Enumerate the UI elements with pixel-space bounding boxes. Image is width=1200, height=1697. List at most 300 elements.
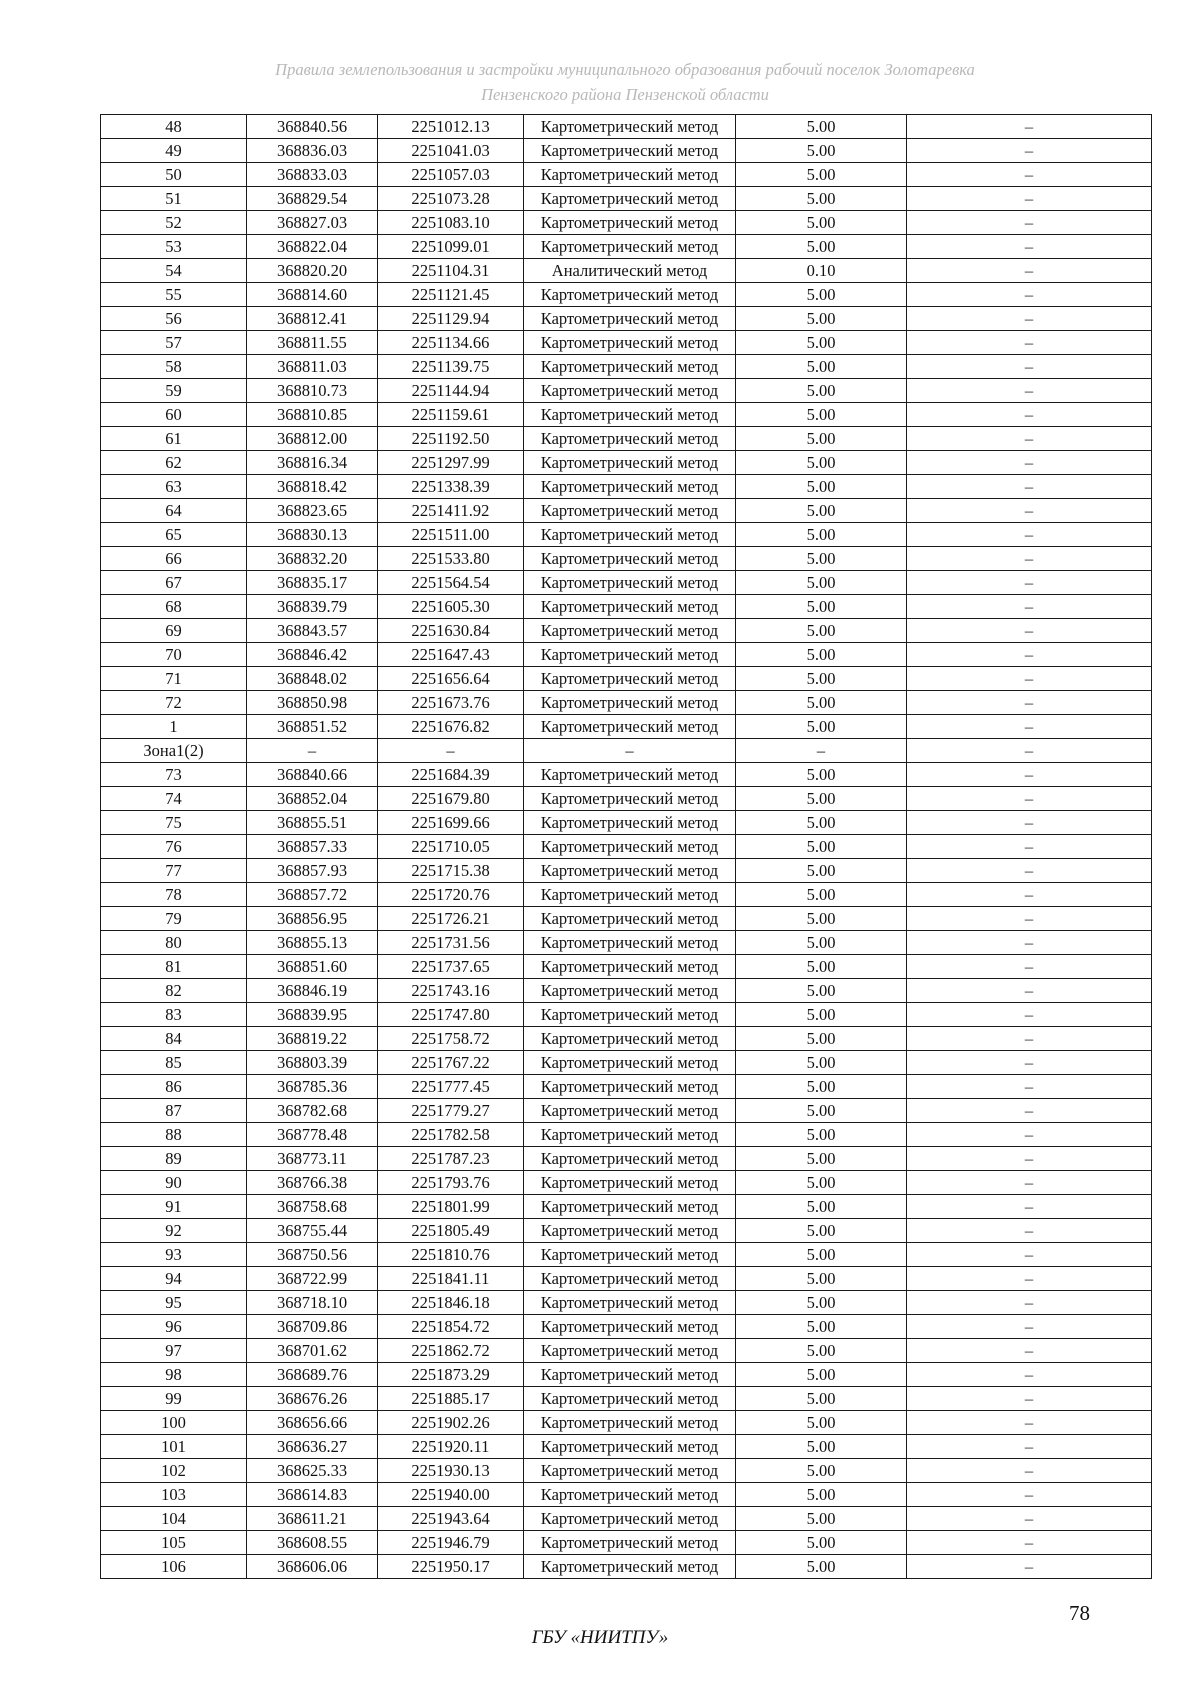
table-row <box>101 571 1152 595</box>
method-cell: Картометрический метод <box>524 955 736 979</box>
x-coordinate-cell: 368839.79 <box>247 595 378 619</box>
note-cell: – <box>907 1531 1152 1555</box>
point-number-cell: 89 <box>101 1147 247 1171</box>
x-coordinate-cell: 368832.20 <box>247 547 378 571</box>
x-coordinate-cell: 368750.56 <box>247 1243 378 1267</box>
note-cell: – <box>907 355 1152 379</box>
point-number-cell: 79 <box>101 907 247 931</box>
table-row <box>101 859 1152 883</box>
accuracy-cell: 5.00 <box>736 1267 907 1291</box>
accuracy-cell: 5.00 <box>736 1483 907 1507</box>
note-cell: – <box>907 1315 1152 1339</box>
method-cell: Картометрический метод <box>524 619 736 643</box>
method-cell: Картометрический метод <box>524 1459 736 1483</box>
accuracy-cell: 5.00 <box>736 1435 907 1459</box>
point-number-cell: 94 <box>101 1267 247 1291</box>
point-number-cell: 73 <box>101 763 247 787</box>
x-coordinate-cell: 368810.73 <box>247 379 378 403</box>
y-coordinate-cell: 2251743.16 <box>378 979 524 1003</box>
note-cell: – <box>907 283 1152 307</box>
y-coordinate-cell: 2251630.84 <box>378 619 524 643</box>
x-coordinate-cell: 368829.54 <box>247 187 378 211</box>
method-cell: Картометрический метод <box>524 1219 736 1243</box>
note-cell: – <box>907 499 1152 523</box>
y-coordinate-cell: 2251192.50 <box>378 427 524 451</box>
x-coordinate-cell: 368855.51 <box>247 811 378 835</box>
accuracy-cell: 5.00 <box>736 1027 907 1051</box>
note-cell: – <box>907 1099 1152 1123</box>
accuracy-cell: 5.00 <box>736 451 907 475</box>
method-cell: Картометрический метод <box>524 643 736 667</box>
table-row <box>101 1267 1152 1291</box>
point-number-cell: 63 <box>101 475 247 499</box>
y-coordinate-cell: 2251134.66 <box>378 331 524 355</box>
table-row <box>101 403 1152 427</box>
point-number-cell: 52 <box>101 211 247 235</box>
y-coordinate-cell: 2251121.45 <box>378 283 524 307</box>
y-coordinate-cell: 2251041.03 <box>378 139 524 163</box>
x-coordinate-cell: 368811.55 <box>247 331 378 355</box>
table-row <box>101 1363 1152 1387</box>
note-cell: – <box>907 667 1152 691</box>
table-row <box>101 1171 1152 1195</box>
point-number-cell: 70 <box>101 643 247 667</box>
note-cell: – <box>907 691 1152 715</box>
accuracy-cell: 5.00 <box>736 787 907 811</box>
x-coordinate-cell: 368785.36 <box>247 1075 378 1099</box>
x-coordinate-cell: 368822.04 <box>247 235 378 259</box>
method-cell: Картометрический метод <box>524 1147 736 1171</box>
y-coordinate-cell: 2251777.45 <box>378 1075 524 1099</box>
y-coordinate-cell: 2251710.05 <box>378 835 524 859</box>
accuracy-cell: 5.00 <box>736 1507 907 1531</box>
accuracy-cell: 5.00 <box>736 475 907 499</box>
accuracy-cell: 5.00 <box>736 931 907 955</box>
note-cell: – <box>907 475 1152 499</box>
y-coordinate-cell: 2251676.82 <box>378 715 524 739</box>
note-cell: – <box>907 1339 1152 1363</box>
method-cell: Картометрический метод <box>524 859 736 883</box>
accuracy-cell: 5.00 <box>736 1411 907 1435</box>
table-row <box>101 667 1152 691</box>
accuracy-cell: 5.00 <box>736 859 907 883</box>
accuracy-cell: 5.00 <box>736 1099 907 1123</box>
x-coordinate-cell: 368855.13 <box>247 931 378 955</box>
x-coordinate-cell: 368625.33 <box>247 1459 378 1483</box>
y-coordinate-cell: 2251726.21 <box>378 907 524 931</box>
x-coordinate-cell: 368782.68 <box>247 1099 378 1123</box>
table-row <box>101 1195 1152 1219</box>
x-coordinate-cell: 368833.03 <box>247 163 378 187</box>
note-cell: – <box>907 523 1152 547</box>
note-cell: – <box>907 1219 1152 1243</box>
table-row <box>101 955 1152 979</box>
x-coordinate-cell: 368857.93 <box>247 859 378 883</box>
y-coordinate-cell: 2251787.23 <box>378 1147 524 1171</box>
accuracy-cell: 5.00 <box>736 115 907 139</box>
note-cell: – <box>907 451 1152 475</box>
y-coordinate-cell: 2251684.39 <box>378 763 524 787</box>
table-row <box>101 499 1152 523</box>
y-coordinate-cell: 2251731.56 <box>378 931 524 955</box>
y-coordinate-cell: 2251747.80 <box>378 1003 524 1027</box>
note-cell: – <box>907 907 1152 931</box>
point-number-cell: 49 <box>101 139 247 163</box>
y-coordinate-cell: 2251885.17 <box>378 1387 524 1411</box>
table-row <box>101 979 1152 1003</box>
note-cell: – <box>907 235 1152 259</box>
point-number-cell: 86 <box>101 1075 247 1099</box>
table-row <box>101 1411 1152 1435</box>
note-cell: – <box>907 811 1152 835</box>
table-row <box>101 307 1152 331</box>
point-number-cell: 93 <box>101 1243 247 1267</box>
note-cell: – <box>907 595 1152 619</box>
y-coordinate-cell: 2251159.61 <box>378 403 524 427</box>
y-coordinate-cell: 2251057.03 <box>378 163 524 187</box>
accuracy-cell: 5.00 <box>736 619 907 643</box>
x-coordinate-cell: 368856.95 <box>247 907 378 931</box>
method-cell: Картометрический метод <box>524 1387 736 1411</box>
point-number-cell: 69 <box>101 619 247 643</box>
accuracy-cell: 5.00 <box>736 307 907 331</box>
accuracy-cell: 5.00 <box>736 1339 907 1363</box>
x-coordinate-cell: 368608.55 <box>247 1531 378 1555</box>
y-coordinate-cell: 2251779.27 <box>378 1099 524 1123</box>
x-coordinate-cell: 368816.34 <box>247 451 378 475</box>
accuracy-cell: 5.00 <box>736 499 907 523</box>
accuracy-cell: 5.00 <box>736 667 907 691</box>
point-number-cell: 91 <box>101 1195 247 1219</box>
table-row <box>101 259 1152 283</box>
x-coordinate-cell: 368823.65 <box>247 499 378 523</box>
note-cell: – <box>907 1483 1152 1507</box>
y-coordinate-cell: 2251679.80 <box>378 787 524 811</box>
point-number-cell: 102 <box>101 1459 247 1483</box>
method-cell: Картометрический метод <box>524 1075 736 1099</box>
table-row <box>101 1387 1152 1411</box>
accuracy-cell: 5.00 <box>736 1291 907 1315</box>
point-number-cell: 98 <box>101 1363 247 1387</box>
method-cell: Картометрический метод <box>524 763 736 787</box>
point-number-cell: 84 <box>101 1027 247 1051</box>
table-row <box>101 523 1152 547</box>
y-coordinate-cell: 2251083.10 <box>378 211 524 235</box>
y-coordinate-cell: 2251801.99 <box>378 1195 524 1219</box>
y-coordinate-cell: 2251139.75 <box>378 355 524 379</box>
method-cell: Картометрический метод <box>524 1123 736 1147</box>
accuracy-cell: 5.00 <box>736 139 907 163</box>
method-cell: Картометрический метод <box>524 1027 736 1051</box>
table-row <box>101 739 1152 763</box>
method-cell: Картометрический метод <box>524 835 736 859</box>
y-coordinate-cell: 2251104.31 <box>378 259 524 283</box>
x-coordinate-cell: 368810.85 <box>247 403 378 427</box>
x-coordinate-cell: 368846.19 <box>247 979 378 1003</box>
y-coordinate-cell: 2251073.28 <box>378 187 524 211</box>
method-cell: Картометрический метод <box>524 1411 736 1435</box>
accuracy-cell: 5.00 <box>736 979 907 1003</box>
table-row <box>101 1219 1152 1243</box>
method-cell: Картометрический метод <box>524 715 736 739</box>
method-cell: Картометрический метод <box>524 283 736 307</box>
point-number-cell: 55 <box>101 283 247 307</box>
note-cell: – <box>907 571 1152 595</box>
y-coordinate-cell: 2251533.80 <box>378 547 524 571</box>
method-cell: Картометрический метод <box>524 1243 736 1267</box>
table-row <box>101 931 1152 955</box>
note-cell: – <box>907 547 1152 571</box>
note-cell: – <box>907 259 1152 283</box>
method-cell: Картометрический метод <box>524 1291 736 1315</box>
table-row <box>101 1099 1152 1123</box>
method-cell: Картометрический метод <box>524 907 736 931</box>
method-cell: Картометрический метод <box>524 139 736 163</box>
y-coordinate-cell: 2251810.76 <box>378 1243 524 1267</box>
method-cell: Картометрический метод <box>524 979 736 1003</box>
y-coordinate-cell: 2251099.01 <box>378 235 524 259</box>
note-cell: – <box>907 1051 1152 1075</box>
x-coordinate-cell: 368812.41 <box>247 307 378 331</box>
point-number-cell: 68 <box>101 595 247 619</box>
point-number-cell: 56 <box>101 307 247 331</box>
method-cell: Картометрический метод <box>524 427 736 451</box>
method-cell: Картометрический метод <box>524 331 736 355</box>
table-row <box>101 139 1152 163</box>
x-coordinate-cell: 368606.06 <box>247 1555 378 1579</box>
note-cell: – <box>907 835 1152 859</box>
point-number-cell: 50 <box>101 163 247 187</box>
note-cell: – <box>907 1123 1152 1147</box>
accuracy-cell: 5.00 <box>736 1123 907 1147</box>
table-row <box>101 1243 1152 1267</box>
method-cell: Картометрический метод <box>524 115 736 139</box>
table-row <box>101 235 1152 259</box>
method-cell: Картометрический метод <box>524 811 736 835</box>
accuracy-cell: 5.00 <box>736 1075 907 1099</box>
method-cell: Картометрический метод <box>524 499 736 523</box>
method-cell: Аналитический метод <box>524 259 736 283</box>
page-number: 78 <box>1069 1601 1090 1625</box>
y-coordinate-cell: 2251902.26 <box>378 1411 524 1435</box>
point-number-cell: 105 <box>101 1531 247 1555</box>
point-number-cell: 54 <box>101 259 247 283</box>
method-cell: Картометрический метод <box>524 667 736 691</box>
point-number-cell: 87 <box>101 1099 247 1123</box>
table-row <box>101 1075 1152 1099</box>
table-row <box>101 1291 1152 1315</box>
point-number-cell: 1 <box>101 715 247 739</box>
point-number-cell: 60 <box>101 403 247 427</box>
x-coordinate-cell: 368846.42 <box>247 643 378 667</box>
note-cell: – <box>907 787 1152 811</box>
accuracy-cell: 5.00 <box>736 883 907 907</box>
point-number-cell: 66 <box>101 547 247 571</box>
accuracy-cell: 5.00 <box>736 283 907 307</box>
table-row <box>101 1027 1152 1051</box>
point-number-cell: 78 <box>101 883 247 907</box>
y-coordinate-cell: 2251846.18 <box>378 1291 524 1315</box>
x-coordinate-cell: 368840.56 <box>247 115 378 139</box>
accuracy-cell: 5.00 <box>736 571 907 595</box>
x-coordinate-cell: 368835.17 <box>247 571 378 595</box>
method-cell: Картометрический метод <box>524 595 736 619</box>
accuracy-cell: 5.00 <box>736 427 907 451</box>
note-cell: – <box>907 1363 1152 1387</box>
running-header <box>100 57 1150 107</box>
note-cell: – <box>907 859 1152 883</box>
x-coordinate-cell: 368818.42 <box>247 475 378 499</box>
y-coordinate-cell: 2251129.94 <box>378 307 524 331</box>
x-coordinate-cell: 368843.57 <box>247 619 378 643</box>
x-coordinate-cell: 368778.48 <box>247 1123 378 1147</box>
x-coordinate-cell: 368857.33 <box>247 835 378 859</box>
y-coordinate-cell: 2251647.43 <box>378 643 524 667</box>
footer-organization: ГБУ «НИИТПУ» <box>531 1627 669 1648</box>
method-cell: Картометрический метод <box>524 787 736 811</box>
x-coordinate-cell: 368722.99 <box>247 1267 378 1291</box>
method-cell: Картометрический метод <box>524 1507 736 1531</box>
table-row <box>101 811 1152 835</box>
header-line-2: Пензенского района Пензенской области <box>481 85 769 104</box>
table-row <box>101 163 1152 187</box>
x-coordinate-cell: 368839.95 <box>247 1003 378 1027</box>
method-cell: Картометрический метод <box>524 571 736 595</box>
x-coordinate-cell: 368611.21 <box>247 1507 378 1531</box>
method-cell: Картометрический метод <box>524 451 736 475</box>
x-coordinate-cell: 368848.02 <box>247 667 378 691</box>
y-coordinate-cell: 2251758.72 <box>378 1027 524 1051</box>
y-coordinate-cell: 2251411.92 <box>378 499 524 523</box>
accuracy-cell: 5.00 <box>736 811 907 835</box>
table-row <box>101 1339 1152 1363</box>
table-row <box>101 907 1152 931</box>
note-cell: – <box>907 1195 1152 1219</box>
table-row <box>101 883 1152 907</box>
accuracy-cell: 5.00 <box>736 691 907 715</box>
x-coordinate-cell: 368830.13 <box>247 523 378 547</box>
note-cell: – <box>907 715 1152 739</box>
x-coordinate-cell: 368636.27 <box>247 1435 378 1459</box>
point-number-cell: 85 <box>101 1051 247 1075</box>
accuracy-cell: 5.00 <box>736 1243 907 1267</box>
y-coordinate-cell: 2251793.76 <box>378 1171 524 1195</box>
table-row <box>101 283 1152 307</box>
accuracy-cell: 5.00 <box>736 715 907 739</box>
accuracy-cell: 5.00 <box>736 163 907 187</box>
accuracy-cell: 5.00 <box>736 211 907 235</box>
point-number-cell: Зона1(2) <box>101 739 247 763</box>
method-cell: Картометрический метод <box>524 1531 736 1555</box>
accuracy-cell: 5.00 <box>736 643 907 667</box>
accuracy-cell: 5.00 <box>736 1051 907 1075</box>
accuracy-cell: 0.10 <box>736 259 907 283</box>
table-row <box>101 1531 1152 1555</box>
accuracy-cell: 5.00 <box>736 1003 907 1027</box>
point-number-cell: 80 <box>101 931 247 955</box>
note-cell: – <box>907 1171 1152 1195</box>
table-row <box>101 763 1152 787</box>
y-coordinate-cell: 2251805.49 <box>378 1219 524 1243</box>
point-number-cell: 96 <box>101 1315 247 1339</box>
point-number-cell: 61 <box>101 427 247 451</box>
accuracy-cell: 5.00 <box>736 379 907 403</box>
coordinates-table <box>100 114 1152 1579</box>
y-coordinate-cell: 2251873.29 <box>378 1363 524 1387</box>
y-coordinate-cell: – <box>378 739 524 763</box>
accuracy-cell: 5.00 <box>736 523 907 547</box>
accuracy-cell: 5.00 <box>736 955 907 979</box>
y-coordinate-cell: 2251940.00 <box>378 1483 524 1507</box>
point-number-cell: 51 <box>101 187 247 211</box>
table-row <box>101 451 1152 475</box>
x-coordinate-cell: – <box>247 739 378 763</box>
note-cell: – <box>907 1147 1152 1171</box>
accuracy-cell: 5.00 <box>736 547 907 571</box>
note-cell: – <box>907 331 1152 355</box>
note-cell: – <box>907 1027 1152 1051</box>
note-cell: – <box>907 163 1152 187</box>
x-coordinate-cell: 368689.76 <box>247 1363 378 1387</box>
note-cell: – <box>907 1507 1152 1531</box>
note-cell: – <box>907 379 1152 403</box>
y-coordinate-cell: 2251946.79 <box>378 1531 524 1555</box>
table-row <box>101 115 1152 139</box>
table-row <box>101 1555 1152 1579</box>
method-cell: Картометрический метод <box>524 1339 736 1363</box>
x-coordinate-cell: 368840.66 <box>247 763 378 787</box>
y-coordinate-cell: 2251920.11 <box>378 1435 524 1459</box>
point-number-cell: 64 <box>101 499 247 523</box>
table-row <box>101 1483 1152 1507</box>
note-cell: – <box>907 931 1152 955</box>
point-number-cell: 99 <box>101 1387 247 1411</box>
point-number-cell: 83 <box>101 1003 247 1027</box>
x-coordinate-cell: 368718.10 <box>247 1291 378 1315</box>
method-cell: Картометрический метод <box>524 355 736 379</box>
method-cell: Картометрический метод <box>524 307 736 331</box>
accuracy-cell: 5.00 <box>736 331 907 355</box>
y-coordinate-cell: 2251144.94 <box>378 379 524 403</box>
method-cell: Картометрический метод <box>524 403 736 427</box>
note-cell: – <box>907 115 1152 139</box>
method-cell: Картометрический метод <box>524 235 736 259</box>
y-coordinate-cell: 2251950.17 <box>378 1555 524 1579</box>
point-number-cell: 81 <box>101 955 247 979</box>
x-coordinate-cell: 368811.03 <box>247 355 378 379</box>
note-cell: – <box>907 1075 1152 1099</box>
y-coordinate-cell: 2251767.22 <box>378 1051 524 1075</box>
point-number-cell: 67 <box>101 571 247 595</box>
table-row <box>101 595 1152 619</box>
y-coordinate-cell: 2251943.64 <box>378 1507 524 1531</box>
x-coordinate-cell: 368758.68 <box>247 1195 378 1219</box>
point-number-cell: 74 <box>101 787 247 811</box>
y-coordinate-cell: 2251564.54 <box>378 571 524 595</box>
y-coordinate-cell: 2251012.13 <box>378 115 524 139</box>
x-coordinate-cell: 368755.44 <box>247 1219 378 1243</box>
accuracy-cell: 5.00 <box>736 1387 907 1411</box>
accuracy-cell: 5.00 <box>736 835 907 859</box>
note-cell: – <box>907 139 1152 163</box>
point-number-cell: 65 <box>101 523 247 547</box>
point-number-cell: 90 <box>101 1171 247 1195</box>
note-cell: – <box>907 211 1152 235</box>
point-number-cell: 76 <box>101 835 247 859</box>
table-row <box>101 379 1152 403</box>
point-number-cell: 58 <box>101 355 247 379</box>
point-number-cell: 71 <box>101 667 247 691</box>
